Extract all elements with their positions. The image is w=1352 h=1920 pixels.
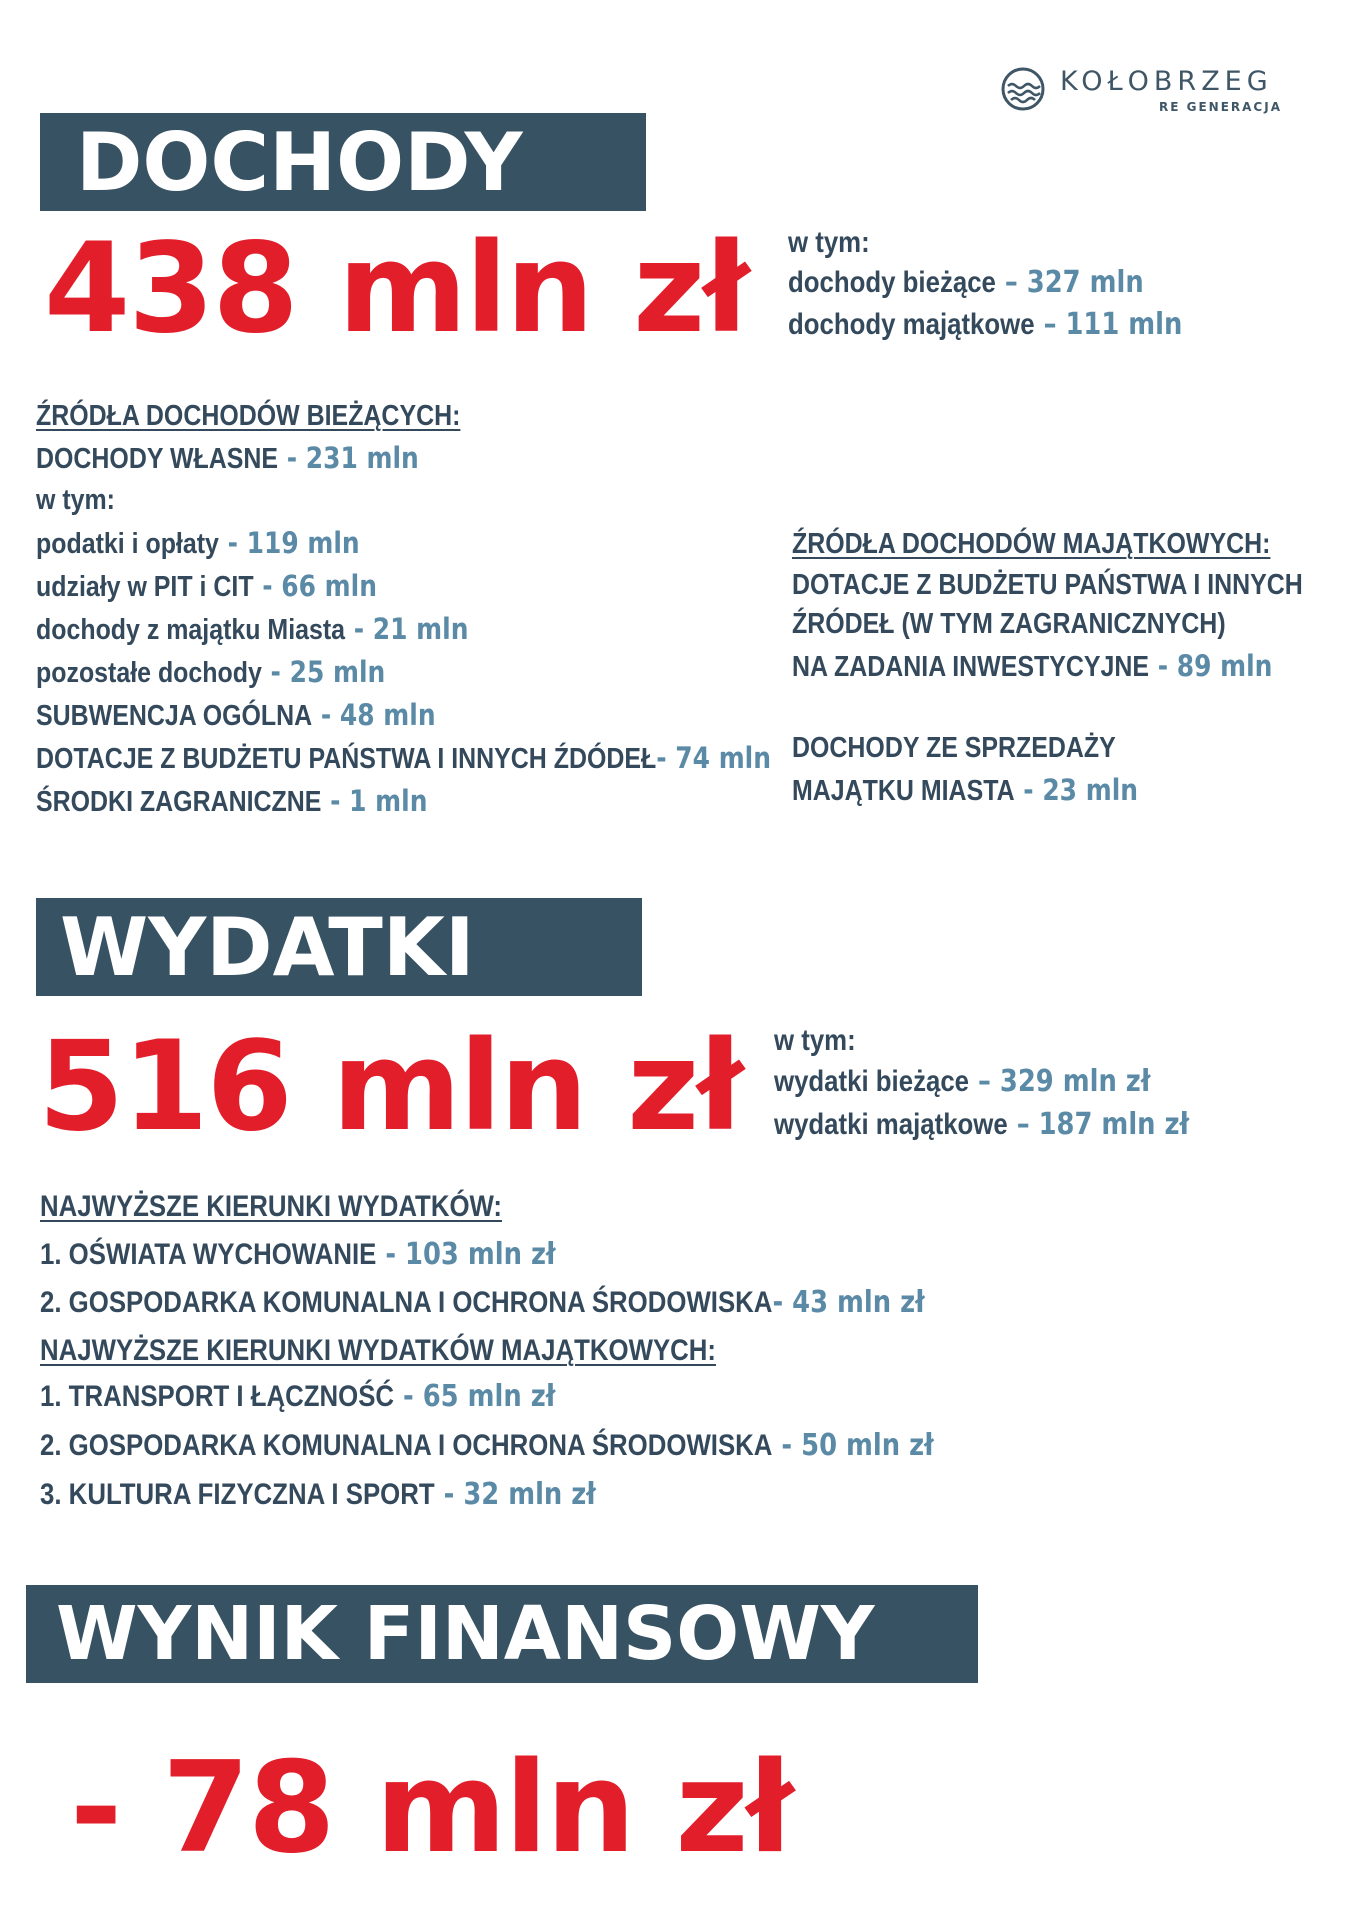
- value: 103 mln zł: [405, 1237, 556, 1272]
- label: dochody z majątku Miasta: [36, 614, 346, 646]
- label: 3. KULTURA FIZYCZNA I SPORT: [40, 1478, 435, 1511]
- value: 48 mln: [339, 698, 436, 732]
- value: 32 mln zł: [463, 1477, 596, 1512]
- value: 25 mln: [289, 655, 386, 689]
- wydatki-breakdown-current: [774, 1064, 1151, 1099]
- label: podatki i opłaty: [36, 528, 219, 560]
- value: 23 mln: [1042, 773, 1139, 807]
- value: 65 mln zł: [422, 1379, 556, 1414]
- separator: -: [261, 655, 290, 689]
- dochody-breakdown-property: [788, 307, 1183, 342]
- value: 187 mln zł: [1038, 1107, 1190, 1142]
- separator: -: [345, 612, 373, 646]
- separator: -: [434, 1477, 464, 1512]
- wydatki-banner: [36, 898, 642, 996]
- kolobrzeg-logo: [1000, 66, 1290, 116]
- top-property-expense-item: [40, 1379, 556, 1414]
- wydatki-breakdown-property: [774, 1107, 1190, 1142]
- label: 1. TRANSPORT I ŁĄCZNOŚĆ: [40, 1380, 395, 1413]
- label: SUBWENCJA OGÓLNA: [36, 700, 313, 732]
- separator: –: [1034, 307, 1066, 342]
- logo-subtitle: RE GENERACJA: [1159, 100, 1282, 114]
- label: udziały w PIT i CIT: [36, 571, 254, 603]
- current-source-item: [36, 784, 428, 818]
- dochody-breakdown-current: [788, 265, 1144, 300]
- current-source-item: [36, 569, 377, 603]
- label: ŚRODKI ZAGRANICZNE: [36, 786, 322, 818]
- separator: –: [969, 1064, 1000, 1099]
- top-expense-item: [40, 1285, 925, 1320]
- current-source-item: [36, 698, 436, 732]
- property-sale-line-1: DOCHODY ZE SPRZEDAŻY: [792, 732, 1116, 764]
- separator: -: [321, 784, 350, 818]
- label: 1. OŚWIATA WYCHOWANIE: [40, 1238, 377, 1271]
- label: 2. GOSPODARKA KOMUNALNA I OCHRONA ŚRODOWISKA: [40, 1429, 773, 1462]
- wynik-total: - 78 mln zł: [70, 1734, 792, 1881]
- label: pozostałe dochody: [36, 657, 262, 689]
- wave-circle-icon: [1000, 66, 1046, 112]
- value: 329 mln zł: [999, 1064, 1151, 1099]
- wydatki-banner-title: WYDATKI: [60, 900, 475, 994]
- separator: -: [278, 441, 306, 475]
- value: 231 mln: [305, 441, 419, 475]
- wydatki-breakdown-intro: w tym:: [774, 1024, 856, 1057]
- value: 327 mln: [1026, 265, 1144, 300]
- top-property-expense-item: [40, 1477, 596, 1512]
- separator: -: [772, 1285, 793, 1320]
- separator: –: [995, 265, 1027, 300]
- own-income-line: [36, 441, 419, 475]
- value: 1 mln: [349, 784, 428, 818]
- label: DOCHODY WŁASNE: [36, 443, 279, 475]
- wynik-banner: [26, 1585, 978, 1683]
- value: 43 mln zł: [792, 1285, 925, 1320]
- property-sources-header: ŹRÓDŁA DOCHODÓW MAJĄTKOWYCH:: [792, 528, 1271, 560]
- property-sale-line-2: [792, 773, 1139, 807]
- value: 111 mln: [1065, 307, 1183, 342]
- separator: -: [394, 1379, 423, 1414]
- value: 119 mln: [246, 526, 360, 560]
- value: 50 mln zł: [801, 1428, 934, 1463]
- property-grants-line-1: DOTACJE Z BUDŻETU PAŃSTWA I INNYCH: [792, 569, 1303, 601]
- label: wydatki bieżące: [774, 1065, 970, 1098]
- value: 74 mln: [675, 741, 771, 775]
- separator: -: [376, 1237, 406, 1272]
- property-grants-line-2: ŹRÓDEŁ (W TYM ZAGRANICZNYCH): [792, 608, 1226, 640]
- current-sources-header: ŹRÓDŁA DOCHODÓW BIEŻĄCYCH:: [36, 400, 461, 432]
- dochody-total: 438 mln zł: [44, 217, 748, 361]
- separator: -: [253, 569, 282, 603]
- label: MAJĄTKU MIASTA: [792, 775, 1015, 807]
- separator: -: [218, 526, 247, 560]
- label: DOTACJE Z BUDŻETU PAŃSTWA I INNYCH ŹDÓDEŁ: [36, 743, 657, 775]
- logo-wordmark: KOŁOBRZEG: [1060, 66, 1273, 97]
- wydatki-total: 516 mln zł: [38, 1015, 742, 1159]
- separator: –: [1007, 1107, 1039, 1142]
- separator: -: [312, 698, 340, 732]
- label: NA ZADANIA INWESTYCYJNE: [792, 651, 1150, 683]
- separator: -: [1014, 773, 1043, 807]
- current-source-item: [36, 655, 386, 689]
- top-expenses-header: NAJWYŻSZE KIERUNKI WYDATKÓW:: [40, 1190, 502, 1223]
- label: wydatki majątkowe: [774, 1108, 1008, 1141]
- value: 66 mln: [281, 569, 377, 603]
- wynik-banner-title: WYNIK FINANSOWY: [56, 1591, 875, 1677]
- separator: -: [772, 1428, 802, 1463]
- value: 21 mln: [372, 612, 469, 646]
- property-grants-line-3: [792, 649, 1273, 683]
- dochody-banner-title: DOCHODY: [76, 115, 523, 209]
- value: 89 mln: [1176, 649, 1273, 683]
- separator: -: [656, 741, 676, 775]
- label: dochody bieżące: [788, 266, 996, 299]
- label: 2. GOSPODARKA KOMUNALNA I OCHRONA ŚRODOWISKA: [40, 1286, 773, 1319]
- top-property-expense-item: [40, 1428, 934, 1463]
- dochody-breakdown-intro: w tym:: [788, 226, 870, 259]
- top-expense-item: [40, 1237, 556, 1272]
- current-source-item: [36, 612, 469, 646]
- separator: -: [1149, 649, 1177, 683]
- top-property-expenses-header: NAJWYŻSZE KIERUNKI WYDATKÓW MAJĄTKOWYCH:: [40, 1334, 717, 1367]
- current-source-item: [36, 526, 360, 560]
- current-sources-intro: w tym:: [36, 484, 115, 516]
- dochody-banner: [40, 113, 646, 211]
- current-source-item: [36, 741, 771, 775]
- label: dochody majątkowe: [788, 308, 1035, 341]
